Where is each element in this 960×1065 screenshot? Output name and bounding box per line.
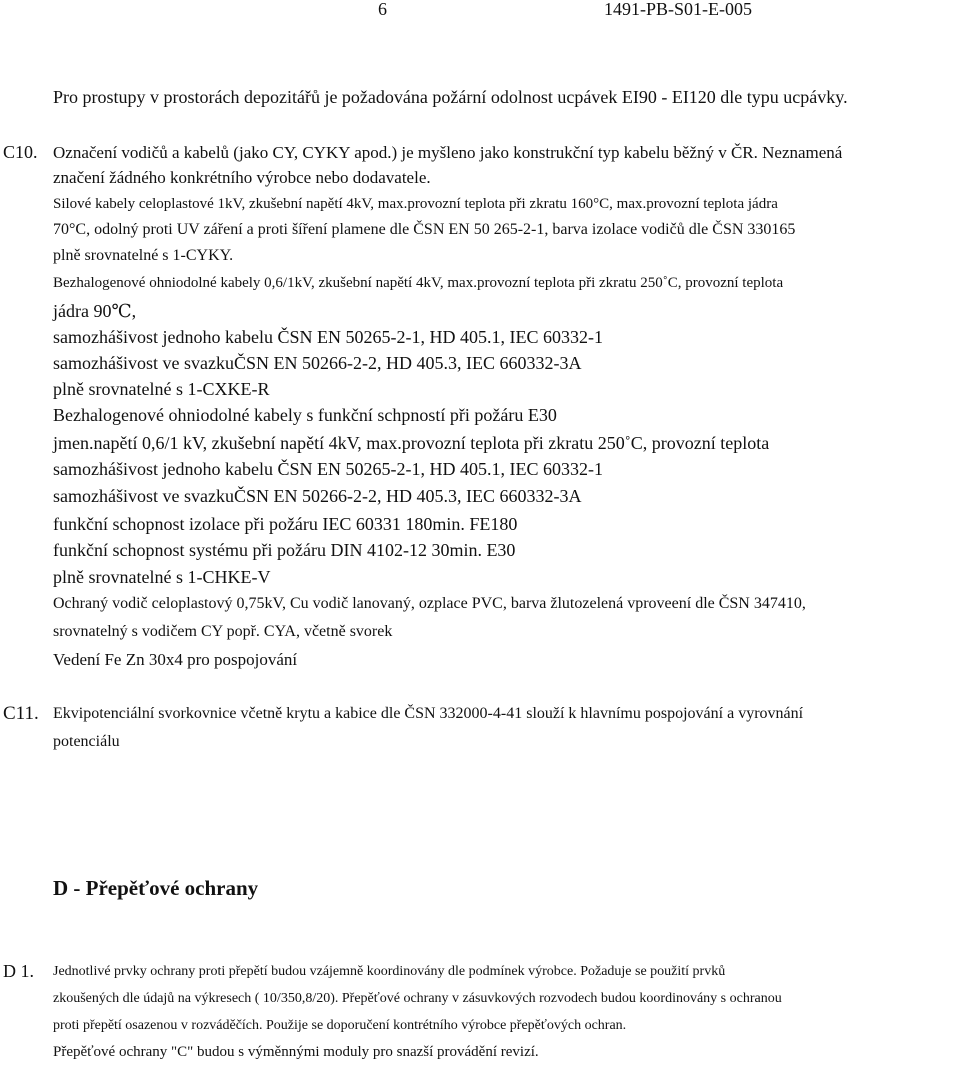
document-code: 1491-PB-S01-E-005 bbox=[604, 0, 752, 19]
c10-line: značení žádného konkrétního výrobce nebo dodavatele. bbox=[53, 168, 431, 187]
c10-line: jádra 90℃, bbox=[53, 301, 137, 321]
d1-line: proti přepětí osazenou v rozváděčích. Použije se doporučení kontrétního výrobce přepěťových ochran. bbox=[53, 1018, 627, 1033]
item-label-d1: D 1. bbox=[3, 961, 34, 981]
c10-line: Bezhalogenové ohniodolné kabely s funkční schpností při požáru E30 bbox=[53, 405, 557, 425]
section-heading-d: D - Přepěťové ochrany bbox=[53, 876, 259, 900]
c10-line: funkční schopnost izolace při požáru IEC 60331 180min. FE180 bbox=[53, 514, 518, 534]
c10-line: srovnatelný s vodičem CY popř. CYA, včetně svorek bbox=[53, 623, 393, 640]
item-label-c10: C10. bbox=[3, 142, 38, 162]
d1-line: Přepěťové ochrany "C" budou s výměnnými moduly pro snazší provádění revizí. bbox=[53, 1044, 539, 1060]
c10-line: funkční schopnost systému při požáru DIN 4102-12 30min. E30 bbox=[53, 540, 516, 560]
c10-line: Označení vodičů a kabelů (jako CY, CYKY apod.) je myšleno jako konstrukční typ kabelu běžný v ČR. Neznamená bbox=[53, 143, 843, 162]
c10-line: samozhášivost ve svazkuČSN EN 50266-2-2, HD 405.3, IEC 660332-3A bbox=[53, 353, 582, 373]
c10-line: plně srovnatelné s 1-CHKE-V bbox=[53, 567, 271, 587]
c10-line: jmen.napětí 0,6/1 kV, zkušební napětí 4kV, max.provozní teplota při zkratu 250˚C, provozní teplota bbox=[53, 433, 770, 453]
c10-line: Vedení Fe Zn 30x4 pro pospojování bbox=[53, 650, 298, 669]
c10-line: samozhášivost jednoho kabelu ČSN EN 50265-2-1, HD 405.1, IEC 60332-1 bbox=[53, 459, 603, 479]
c10-line: Ochraný vodič celoplastový 0,75kV, Cu vodič lanovaný, ozplace PVC, barva žlutozelená vproveení dle ČSN 347410, bbox=[53, 595, 806, 612]
c11-line: potenciálu bbox=[53, 733, 120, 750]
c10-line: Bezhalogenové ohniodolné kabely 0,6/1kV, zkušební napětí 4kV, max.provozní teplota při zkratu 250˚C, provozní teplota bbox=[53, 275, 784, 291]
c10-line: Silové kabely celoplastové 1kV, zkušební napětí 4kV, max.provozní teplota při zkratu 160°C, max.provozní teplota jádra bbox=[53, 196, 778, 212]
c10-line: samozhášivost jednoho kabelu ČSN EN 50265-2-1, HD 405.1, IEC 60332-1 bbox=[53, 327, 603, 347]
c10-line: 70°C, odolný proti UV záření a proti šíření plamene dle ČSN EN 50 265-2-1, barva izolace vodičů dle ČSN 330165 bbox=[53, 221, 796, 238]
item-label-c11: C11. bbox=[3, 703, 39, 724]
intro-text: Pro prostupy v prostorách depozitářů je požadována požární odolnost ucpávek EI90 - EI120 dle typu ucpávky. bbox=[53, 87, 848, 107]
d1-line: Jednotlivé prvky ochrany proti přepětí budou vzájemně koordinovány dle podmínek výrobce. Požaduje se použití prvků bbox=[53, 964, 726, 979]
c11-line: Ekvipotenciální svorkovnice včetně krytu a kabice dle ČSN 332000-4-41 slouží k hlavnímu pospojování a vyrovnání bbox=[53, 705, 804, 722]
c10-line: samozhášivost ve svazkuČSN EN 50266-2-2, HD 405.3, IEC 660332-3A bbox=[53, 486, 582, 506]
page-number: 6 bbox=[378, 0, 387, 19]
d1-line: zkoušených dle údajů na výkresech ( 10/350,8/20). Přepěťové ochrany v zásuvkových rozvodech budou koordinovány s ochranou bbox=[53, 991, 782, 1006]
c10-line: plně srovnatelné s 1-CXKE-R bbox=[53, 379, 270, 399]
c10-line: plně srovnatelné s 1-CYKY. bbox=[53, 247, 234, 264]
